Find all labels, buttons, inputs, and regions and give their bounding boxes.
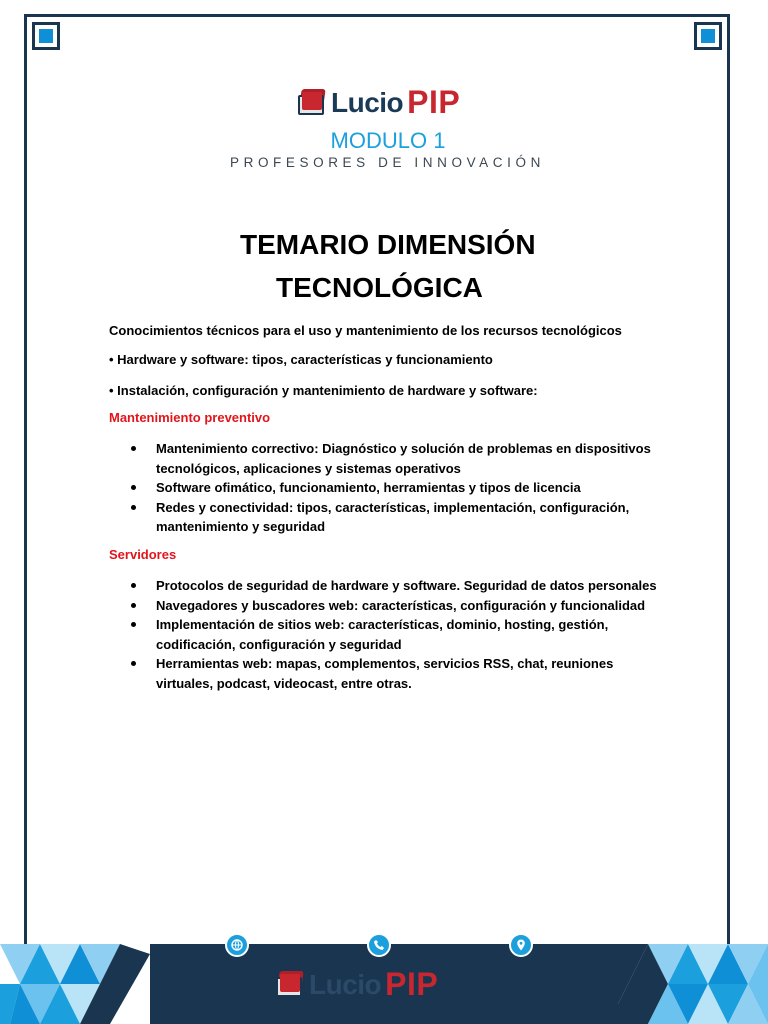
bullet-dot-icon [131,446,136,451]
brand-logo [298,84,460,121]
footer-brand-name-part1: Lucio [309,968,382,1000]
section2-list [109,576,669,693]
module-label: MODULO 1 [330,128,446,153]
section-heading-servers: Servidores [109,547,177,562]
footer-pattern-right [618,944,768,1024]
globe-icon[interactable] [225,933,249,957]
section-heading-preventive: Mantenimiento preventivo [109,410,271,425]
tagline: PROFESORES DE INNOVACIÓN [230,155,545,170]
footer-pattern-left [0,944,150,1024]
list-item: Navegadores y buscadores web: características, configuración y funcionalidad [109,596,669,616]
list-item: Protocolos de seguridad de hardware y software. Seguridad de datos personales [109,576,669,596]
document-title-line2: TECNOLÓGICA [276,272,483,303]
bullet-dot-icon [131,583,136,588]
list-item: Implementación de sitios web: características, dominio, hosting, gestión, codificación, configuración y seguridad [109,615,669,654]
list-item: Redes y conectividad: tipos, características, implementación, configuración, mantenimiento y seguridad [109,498,669,537]
location-pin-icon[interactable] [509,933,533,957]
list-item: Mantenimiento correctivo: Diagnóstico y solución de problemas en dispositivos tecnológicos, aplicaciones y sistemas operativos [109,439,669,478]
corner-square-icon [32,22,60,50]
footer-brand-name-part2: PIP [385,966,439,1002]
book-logo-icon [298,89,328,117]
bullet-dot-icon [131,622,136,627]
bullet-installation: • Instalación, configuración y mantenimiento de hardware y software: [109,383,538,398]
footer-brand-logo [276,966,438,1003]
section1-list [109,439,669,537]
phone-icon[interactable] [367,933,391,957]
corner-square-icon [694,22,722,50]
bullet-dot-icon [131,505,136,510]
intro-text: Conocimientos técnicos para el uso y mantenimiento de los recursos tecnológicos [109,323,622,338]
book-logo-icon [276,971,306,999]
document-title-line1: TEMARIO DIMENSIÓN [240,229,536,260]
list-item: Herramientas web: mapas, complementos, servicios RSS, chat, reuniones virtuales, podcast, videocast, entre otras. [109,654,669,693]
brand-name-part1: Lucio [331,86,404,118]
bullet-dot-icon [131,485,136,490]
bullet-dot-icon [131,661,136,666]
brand-name-part2: PIP [407,84,461,120]
list-item: Software ofimático, funcionamiento, herramientas y tipos de licencia [109,478,669,498]
bullet-hardware-software: • Hardware y software: tipos, características y funcionamiento [109,352,493,367]
bullet-dot-icon [131,603,136,608]
